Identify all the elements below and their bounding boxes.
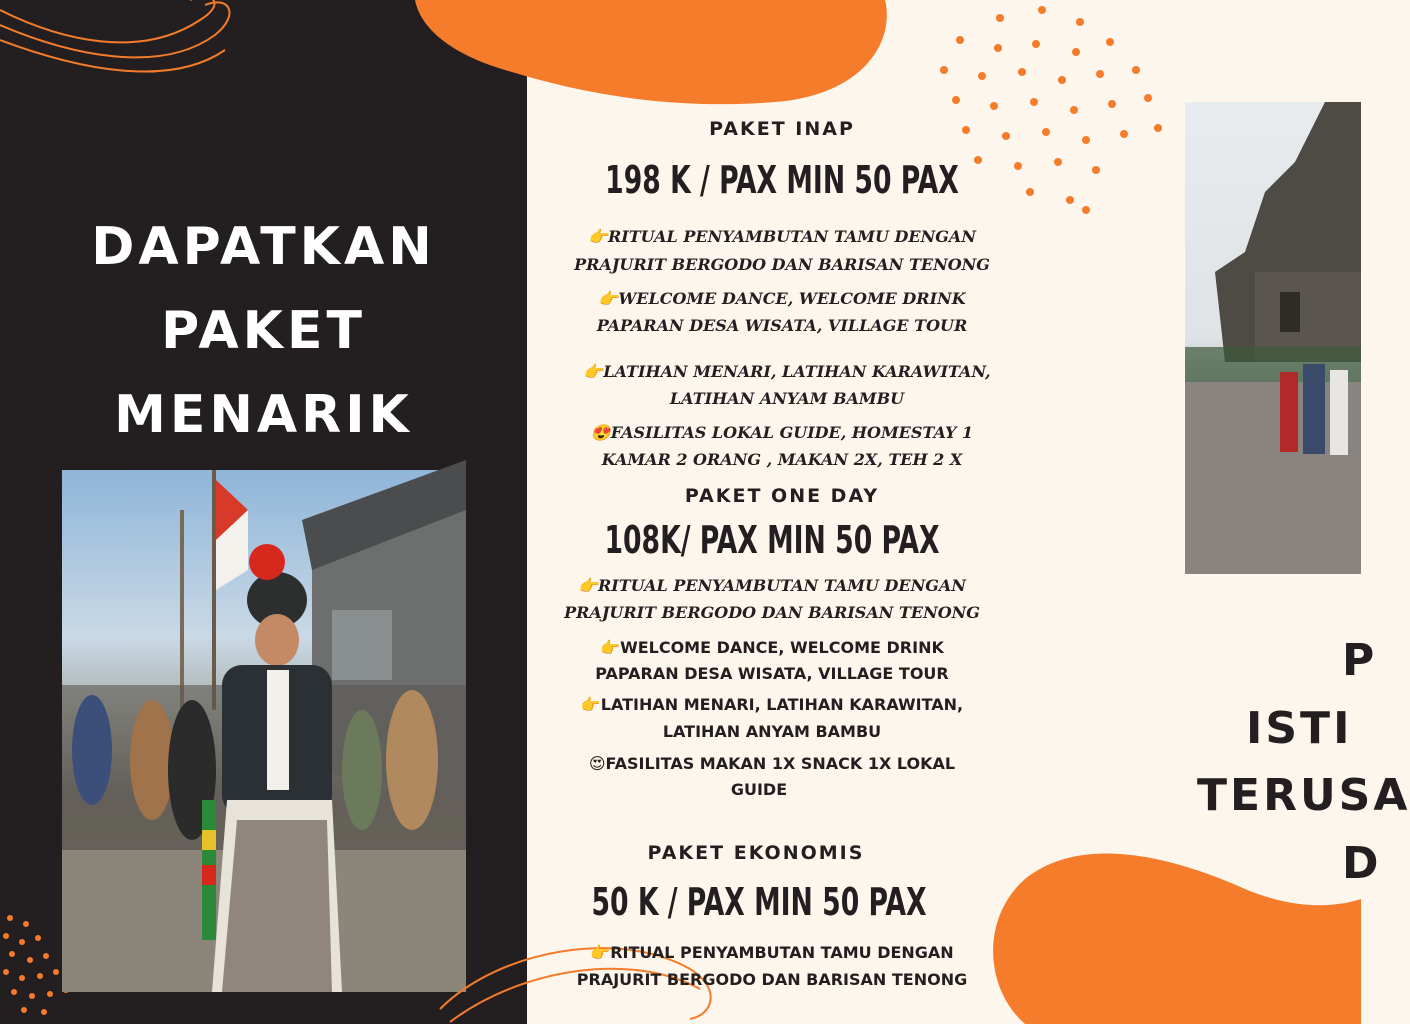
package-inap-item: 👉LATIHAN MENARI, LATIHAN KARAWITAN,	[583, 362, 991, 381]
package-inap-item: LATIHAN ANYAM BAMBU	[669, 389, 905, 408]
package-one-day-title: PAKET ONE DAY	[684, 485, 880, 507]
package-ekonomis-price: 50 K / PAX MIN 50 PAX	[591, 880, 927, 924]
package-one-day-item: 👉WELCOME DANCE, WELCOME DRINK	[600, 638, 944, 657]
headline-line-3: MENARIK	[114, 385, 413, 445]
decorative-swirl-top	[0, 0, 260, 90]
right-text-line-3: TERUSA	[1197, 770, 1410, 821]
package-one-day-item: 👉RITUAL PENYAMBUTAN TAMU DENGAN	[578, 576, 966, 595]
package-ekonomis-item: PRAJURIT BERGODO DAN BARISAN TENONG	[576, 970, 968, 989]
package-one-day-item: 👉LATIHAN MENARI, LATIHAN KARAWITAN,	[580, 695, 964, 714]
package-one-day-item: GUIDE	[730, 780, 788, 799]
headline	[0, 205, 527, 457]
decorative-blob-bottom-right	[985, 849, 1365, 1024]
package-ekonomis-title: PAKET EKONOMIS	[647, 842, 865, 864]
right-text-line-1: P	[1342, 635, 1378, 686]
right-text-line-2: ISTI	[1246, 703, 1353, 754]
package-inap-item: PAPARAN DESA WISATA, VILLAGE TOUR	[596, 316, 968, 335]
headline-line-2: PAKET	[161, 301, 366, 361]
package-one-day-price: 108K/ PAX MIN 50 PAX	[604, 518, 940, 562]
headline-line-1: DAPATKAN	[91, 217, 436, 277]
package-one-day-item: PRAJURIT BERGODO DAN BARISAN TENONG	[564, 603, 980, 622]
package-one-day-item: PAPARAN DESA WISATA, VILLAGE TOUR	[595, 664, 949, 683]
package-inap-item: 😍FASILITAS LOKAL GUIDE, HOMESTAY 1	[590, 423, 974, 442]
right-text-line-4: D	[1342, 838, 1382, 889]
package-inap-price: 198 K / PAX MIN 50 PAX	[605, 158, 959, 202]
photo-temple	[1185, 102, 1361, 574]
package-inap-item: 👉RITUAL PENYAMBUTAN TAMU DENGAN	[588, 227, 976, 246]
photo-traditional-soldier	[62, 470, 466, 992]
package-one-day-item: LATIHAN ANYAM BAMBU	[662, 722, 882, 741]
packages-column	[527, 0, 1027, 1024]
package-ekonomis-item: 👉RITUAL PENYAMBUTAN TAMU DENGAN	[590, 943, 954, 962]
package-inap-item: 👉WELCOME DANCE, WELCOME DRINK	[598, 289, 966, 308]
package-inap-title: PAKET INAP	[709, 118, 855, 140]
package-inap-item: KAMAR 2 ORANG , MAKAN 2X, TEH 2 X	[601, 450, 963, 469]
package-one-day-item: 😍FASILITAS MAKAN 1X SNACK 1X LOKAL	[588, 754, 956, 773]
package-inap-item: PRAJURIT BERGODO DAN BARISAN TENONG	[574, 255, 990, 274]
